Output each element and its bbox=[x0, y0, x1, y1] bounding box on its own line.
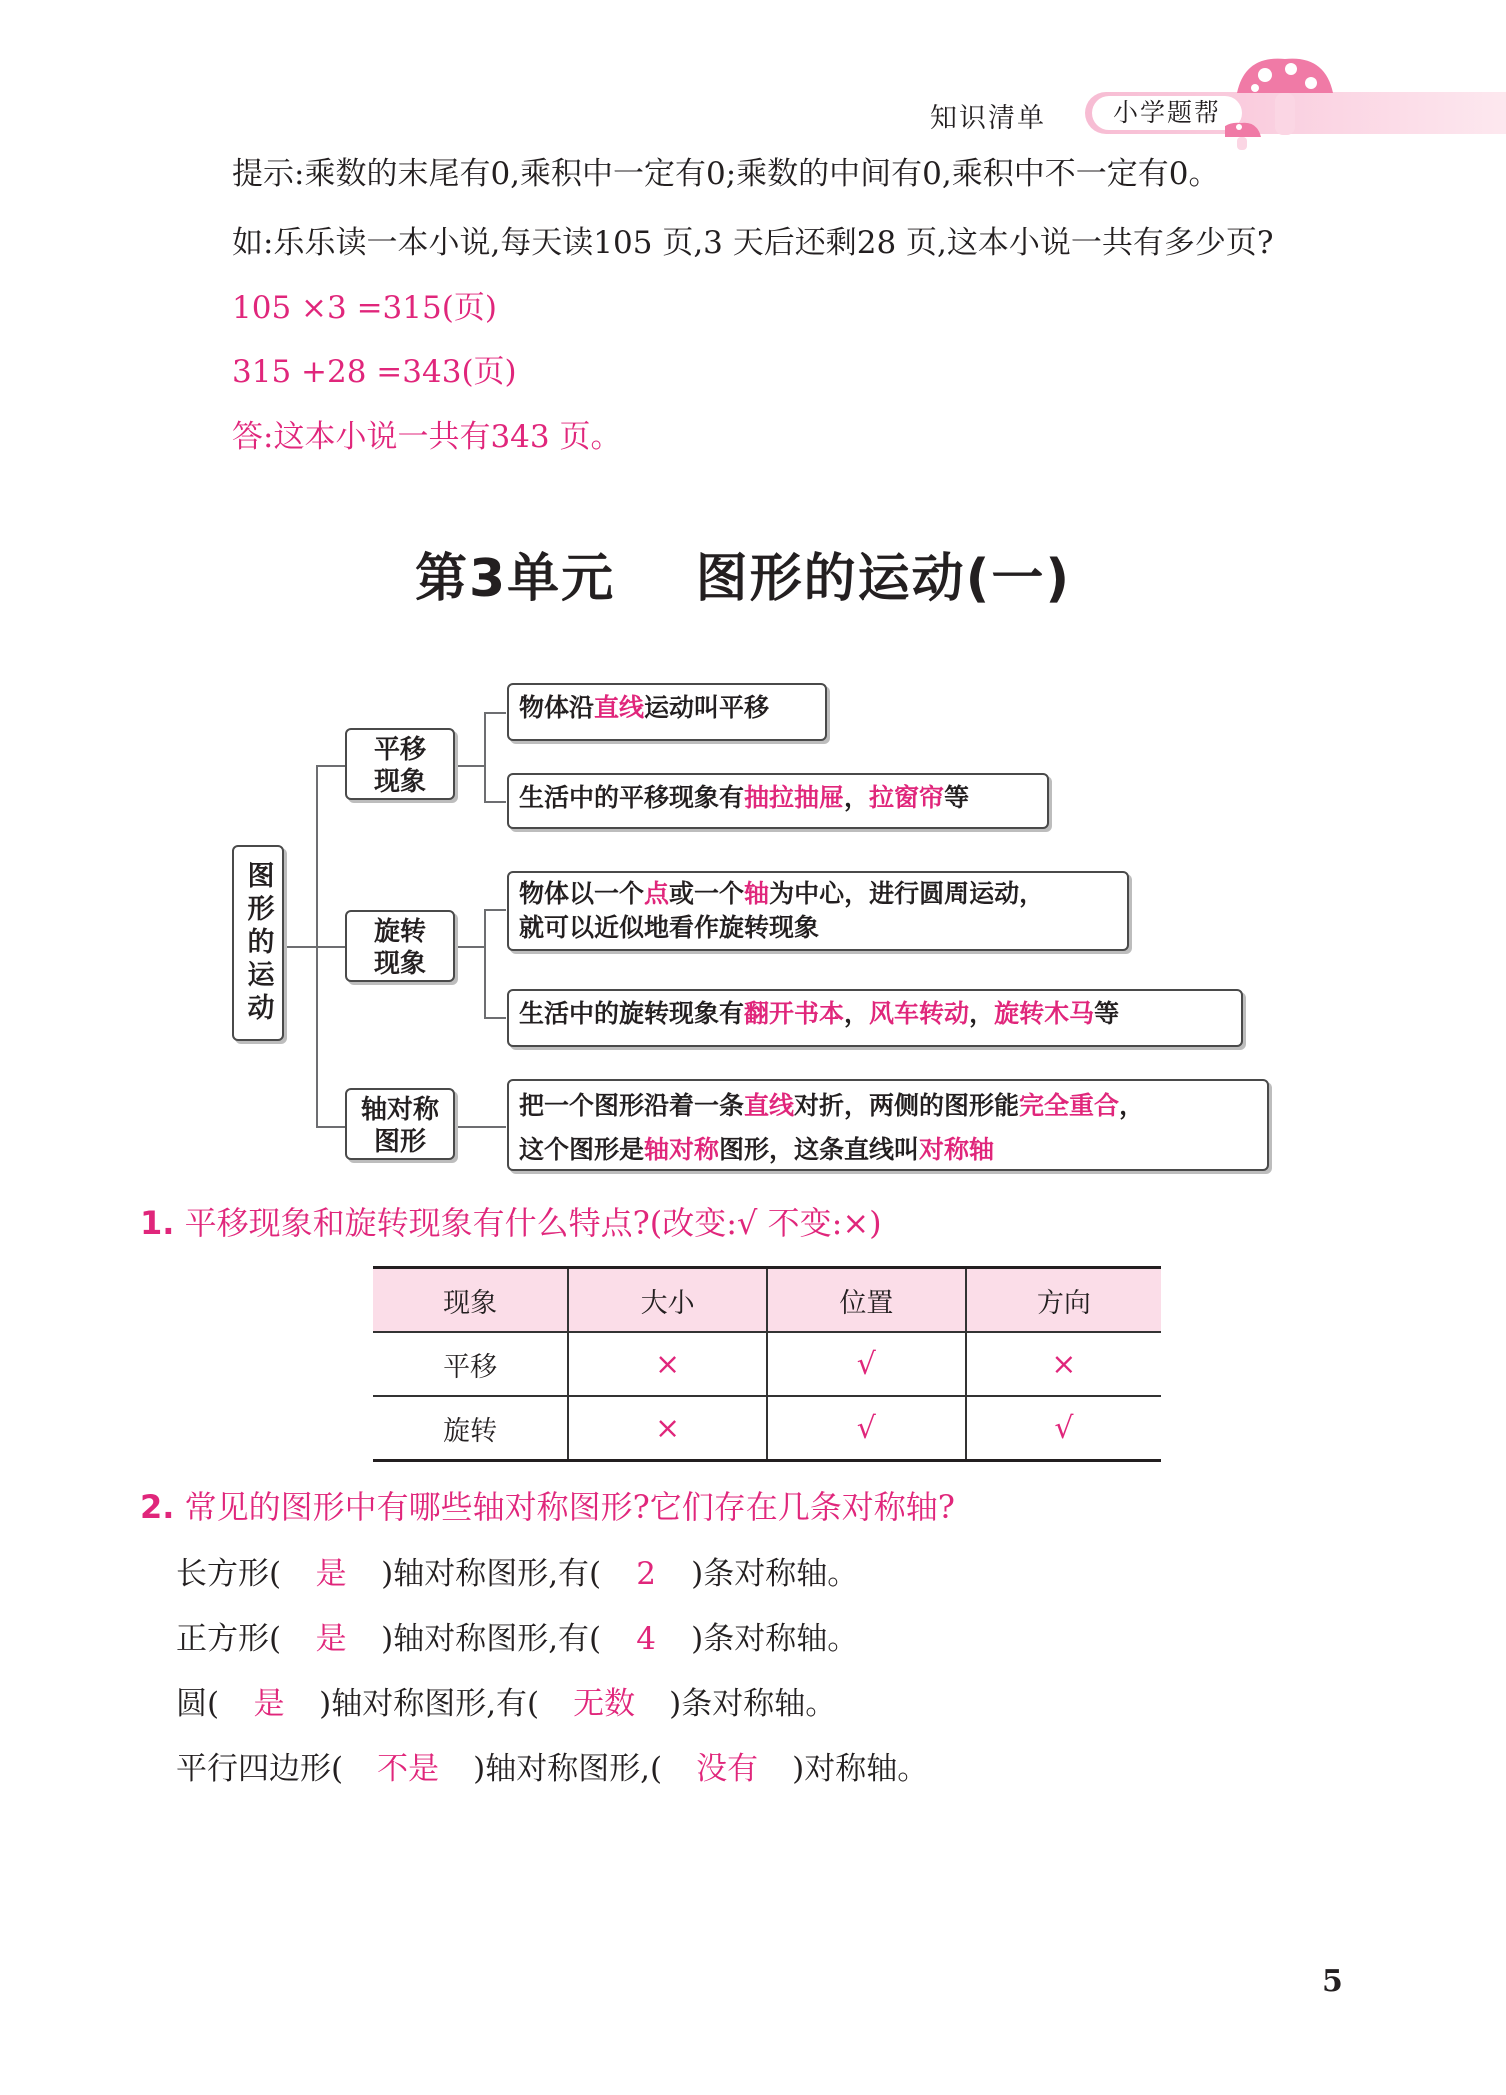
branch-label-line-2: 现象 bbox=[373, 949, 426, 979]
mushroom-icon bbox=[1225, 55, 1345, 150]
table-header-cell: 方向 bbox=[966, 1268, 1161, 1333]
leaf-symmetry-definition: 把一个图形沿着一条直线对折，两侧的图形能完全重合， 这个图形是轴对称图形，这条直线叫对称轴 bbox=[507, 1079, 1269, 1171]
mindmap-connector bbox=[316, 765, 346, 767]
branch-label-line-1: 平移 bbox=[373, 735, 426, 765]
solution-answer: 答:这本小说一共有343 页。 bbox=[232, 419, 622, 455]
branch-label-line-2: 现象 bbox=[373, 767, 426, 797]
mindmap-connector bbox=[457, 765, 484, 767]
mindmap-branch-symmetry bbox=[345, 1088, 455, 1160]
question-2 bbox=[140, 1482, 955, 1528]
mindmap-connector bbox=[279, 946, 317, 948]
leaf-rotation-definition: 物体以一个点或一个轴为中心，进行圆周运动， 就可以近似地看作旋转现象 bbox=[507, 871, 1129, 951]
question-text: 平移现象和旋转现象有什么特点?(改变:√ 不变:×) bbox=[184, 1204, 882, 1242]
table-header-row bbox=[373, 1268, 1161, 1333]
mindmap-connector bbox=[316, 1126, 346, 1128]
question-1 bbox=[140, 1198, 882, 1244]
table-cell: × bbox=[568, 1396, 767, 1461]
table-cell: × bbox=[568, 1332, 767, 1396]
question-number: 1. bbox=[140, 1204, 175, 1242]
mindmap-connector bbox=[316, 946, 346, 948]
header-section-label: 知识清单 bbox=[930, 103, 1046, 134]
table-cell: √ bbox=[966, 1396, 1161, 1461]
leaf-translation-definition: 物体沿直线运动叫平移 bbox=[507, 683, 827, 741]
leaf-translation-examples: 生活中的平移现象有抽拉抽屉，拉窗帘等 bbox=[507, 773, 1049, 829]
table-cell: × bbox=[966, 1332, 1161, 1396]
mindmap-connector bbox=[484, 801, 506, 803]
mindmap-connector bbox=[484, 712, 506, 714]
header-badge: 小学题帮 bbox=[1092, 96, 1242, 130]
branch-label-line-2: 图形 bbox=[373, 1127, 426, 1157]
unit-title: 第3单元 图形的运动(一) bbox=[415, 549, 1072, 609]
leaf-rotation-examples: 生活中的旋转现象有翻开书本，风车转动，旋转木马等 bbox=[507, 989, 1243, 1047]
mindmap-connector bbox=[484, 1017, 506, 1019]
page-number: 5 bbox=[1322, 1964, 1343, 1999]
fill-line-rectangle: 长方形( 是 )轴对称图形,有( 2 )条对称轴。 bbox=[176, 1556, 859, 1592]
table-header-cell: 大小 bbox=[568, 1268, 767, 1333]
fill-line-parallelogram: 平行四边形( 不是 )轴对称图形,( 没有 )对称轴。 bbox=[176, 1751, 929, 1787]
table-header-cell: 位置 bbox=[767, 1268, 966, 1333]
table-header-cell: 现象 bbox=[443, 1287, 498, 1319]
table-cell: 旋转 bbox=[443, 1415, 498, 1447]
solution-step-2: 315 +28 =343(页) bbox=[232, 354, 517, 390]
table-cell: 平移 bbox=[443, 1351, 498, 1383]
features-table bbox=[373, 1266, 1161, 1462]
table-row bbox=[373, 1396, 1161, 1461]
branch-label-line-1: 轴对称 bbox=[360, 1095, 439, 1125]
question-text: 常见的图形中有哪些轴对称图形?它们存在几条对称轴? bbox=[184, 1488, 955, 1526]
example-text: 如:乐乐读一本小说,每天读105 页,3 天后还剩28 页,这本小说一共有多少页? bbox=[232, 225, 1274, 261]
solution-step-1: 105 ×3 =315(页) bbox=[232, 290, 497, 326]
table-row bbox=[373, 1332, 1161, 1396]
table-cell: √ bbox=[767, 1332, 966, 1396]
mindmap-connector bbox=[484, 712, 486, 802]
mindmap-connector bbox=[457, 1126, 506, 1128]
table-cell: √ bbox=[767, 1396, 966, 1461]
question-number: 2. bbox=[140, 1488, 175, 1526]
fill-line-circle: 圆( 是 )轴对称图形,有( 无数 )条对称轴。 bbox=[176, 1686, 837, 1722]
branch-label-line-1: 旋转 bbox=[373, 917, 426, 947]
mindmap-connector bbox=[484, 909, 486, 1018]
mindmap-root: 图形的运动 bbox=[232, 845, 284, 1041]
fill-line-square: 正方形( 是 )轴对称图形,有( 4 )条对称轴。 bbox=[176, 1621, 859, 1657]
tip-text: 提示:乘数的末尾有0,乘积中一定有0;乘数的中间有0,乘积中不一定有0。 bbox=[232, 156, 1220, 192]
mindmap-connector bbox=[457, 946, 484, 948]
mindmap-branch-translation bbox=[345, 728, 455, 800]
mindmap-branch-rotation bbox=[345, 910, 455, 982]
mindmap-connector bbox=[484, 909, 506, 911]
